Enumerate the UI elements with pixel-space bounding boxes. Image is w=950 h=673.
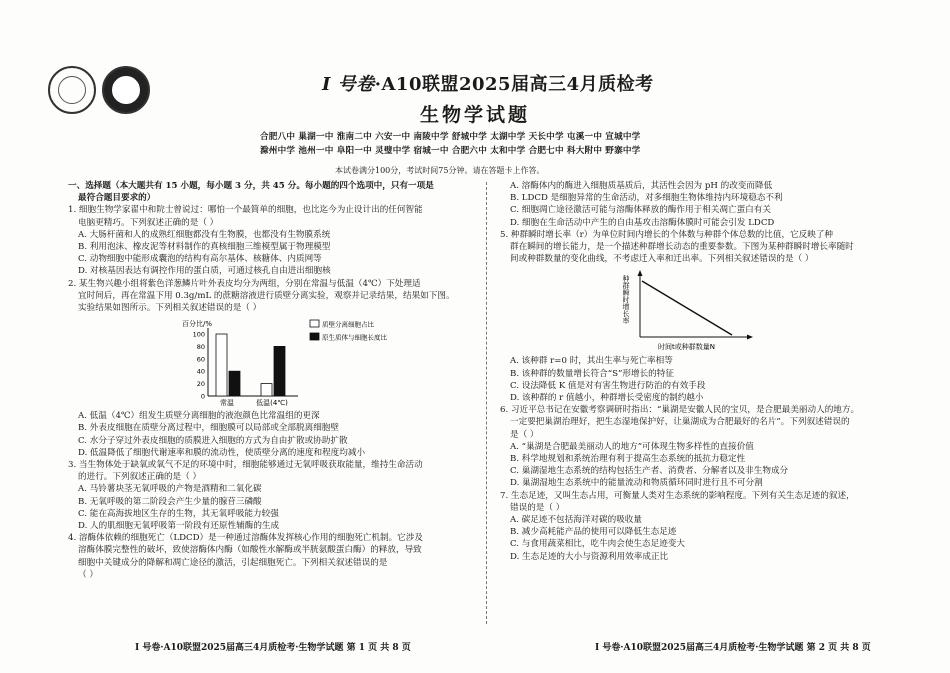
question-text: 溶酶体膜完整性的破坏，致使溶酶体内酶（如酸性水解酶或半胱氨酸蛋白酶）的释放，导致 xyxy=(78,545,422,556)
x-axis-arrow-icon xyxy=(747,335,753,340)
question-text: 间或种群数量的变化曲线，不考虑迁入率和迁出率。下列相关叙述错误的是（ ） xyxy=(510,254,814,265)
option-c: C. 水分子穿过外表皮细胞的质膜进入细胞的方式为自由扩散或协助扩散 xyxy=(78,435,348,446)
question-text: 的进行。下列叙述正确的是（ ） xyxy=(78,472,202,483)
school-seal-icon xyxy=(48,66,96,114)
y-axis-arrow-icon xyxy=(638,270,643,276)
question-text: 2. 某生物兴趣小组将紫色洋葱鳞片叶外表皮均分为两组，分别在常温与低温（4℃）下处理适 xyxy=(68,278,421,289)
exam-note: 本试卷满分100分，考试时间75分钟。请在答题卡上作答。 xyxy=(335,166,545,175)
option-b: B. LDCD 是细胞异常的生命活动，对多细胞生物体维持内环境稳态不利 xyxy=(510,193,783,204)
section-heading: 一、选择题（本大题共有 15 小题，每小题 3 分，共 45 分。每小题的四个选项中，只有一项是 xyxy=(68,181,434,191)
option-d: D. 巢湖湿地生态系统中的能量流动和物质循环同时进行且不可分割 xyxy=(510,478,763,489)
y-tick-label: 20 xyxy=(196,380,205,389)
question-text: 3. 当生物体处于缺氧或氧气不足的环境中时，细胞能够通过无氧呼吸获取能量，维持生命活动 xyxy=(68,460,423,471)
exam-title-text: ·A10联盟2025届高三4月质检考 xyxy=(374,74,654,95)
question-7 xyxy=(500,490,905,563)
page-footer-left: I 号卷·A10联盟2025届高三4月质检考·生物学试题 第 1 页 共 8 页 xyxy=(135,643,411,653)
y-tick-label: 60 xyxy=(196,355,205,364)
option-d: D. 低温降低了细胞代谢速率和膜的流动性，使质壁分离的速度和程度均减小 xyxy=(78,447,366,458)
option-d: D. 细胞在生命活动中产生的自由基攻击溶酶体膜时可能会引发 LDCD xyxy=(510,217,775,228)
question-text: 7. 生态足迹，又叫生态占用，可衡量人类对生态系统的影响程度。下列有关生态足迹的叙述， xyxy=(500,490,855,501)
left-column xyxy=(68,180,473,581)
exam-title xyxy=(322,70,654,96)
option-a: A. 碳足迹不包括海洋对碳的吸收量 xyxy=(510,515,642,526)
legend-swatch xyxy=(310,320,319,327)
question-1 xyxy=(68,204,473,277)
y-tick-label: 100 xyxy=(192,330,205,339)
question-5 xyxy=(500,229,905,404)
question-4 xyxy=(68,532,473,581)
x-axis-label: 时间t或种群数量N xyxy=(658,343,715,352)
option-a: A. 大肠杆菌和人的成熟红细胞都没有生物膜，也都没有生物膜系统 xyxy=(78,229,331,240)
option-b: B. 科学地规划和系统治理有利于提高生态系统的抵抗力稳定性 xyxy=(510,454,746,465)
school-list-row-2: 滁州中学 池州一中 阜阳一中 灵璧中学 宿城一中 合肥六中 太和中学 合肥七中 科大附中 野寨中学 xyxy=(260,146,641,156)
option-c: C. 能在高海拔地区生存的生物，其无氧呼吸能力较强 xyxy=(78,508,279,519)
question-text: （ ） xyxy=(78,569,98,580)
y-axis-label: 百分比/% xyxy=(182,320,213,329)
question-text: 1. 细胞生物学家翟中和院士曾说过：哪怕一个最简单的细胞，也比迄今为止设计出的任何智能 xyxy=(68,205,423,216)
option-c: C. 设法降低 K 值是对有害生物进行防治的有效手段 xyxy=(510,380,706,391)
option-b: B. 无氧呼吸的第二阶段会产生少量的腺苷三磷酸 xyxy=(78,496,262,507)
option-c: C. 与食用蔬菜相比，吃牛肉会使生态足迹变大 xyxy=(510,539,686,550)
question-3 xyxy=(68,459,473,532)
y-axis-label: 种群瞬时增长率 xyxy=(622,275,630,325)
brand-mark: I 号卷 xyxy=(322,74,375,95)
legend-label: 原生质体与细胞长度比 xyxy=(322,333,387,342)
question-text: 5. 种群瞬时增长率（r）为单位时间内增长的个体数与种群个体总数的比值，它反映了种 xyxy=(500,229,834,240)
option-c: C. 动物细胞中能形成囊泡的结构有高尔基体、核糖体、内质网等 xyxy=(78,254,322,265)
option-d: D. 人的肌细胞无氧呼吸第一阶段有还原性辅酶的生成 xyxy=(78,521,280,532)
question-text: 是（ ） xyxy=(510,429,539,440)
option-d: D. 该种群的 r 值越小，种群增长受密度的制约越小 xyxy=(510,393,704,404)
question-2 xyxy=(68,278,473,459)
option-a: A. 该种群 r=0 时，其出生率与死亡率相等 xyxy=(510,356,673,367)
section-heading-cont: 最符合题目要求的） xyxy=(78,193,156,204)
x-tick-label: 常温 xyxy=(220,399,234,408)
seal-inner-ring xyxy=(112,76,140,104)
question-text: 电脑更精巧。下列叙述正确的是（ ） xyxy=(78,217,219,228)
option-b: B. 利用泡沫、橡皮泥等材料制作的真核细胞三维模型属于物理模型 xyxy=(78,242,331,253)
question-text: 群在瞬间的增长能力，是一个描述种群增长动态的重要参数。下图为某种群瞬时增长率随时 xyxy=(510,242,854,253)
option-c: C. 细胞凋亡途径激活可能与溶酶体释放的酶作用于相关凋亡蛋白有关 xyxy=(510,205,771,216)
bar-plasmolysis-ratio xyxy=(261,384,272,396)
bar-protoplast-ratio xyxy=(274,347,285,397)
bar-chart xyxy=(68,316,387,408)
bar-plasmolysis-ratio xyxy=(216,334,227,396)
question-text: 6. 习近平总书记在安徽考察调研时指出：“巢湖是安徽人民的宝贝，是合肥最美丽动人的地方。 xyxy=(500,405,860,416)
question-text: 实验结果如图所示。下列相关叙述错误的是（ ） xyxy=(78,303,262,314)
legend-swatch xyxy=(310,333,319,340)
option-b: B. 外表皮细胞在质壁分离过程中，细胞膜可以局部或全部脱离细胞壁 xyxy=(78,423,339,434)
x-tick-label: 低温(4℃) xyxy=(256,399,288,408)
option-d: D. 对核基因表达有调控作用的蛋白质，可通过核孔自由进出细胞核 xyxy=(78,266,331,277)
option-b: B. 该种群的数量增长符合“S”形增长的特征 xyxy=(510,368,674,379)
right-column xyxy=(500,180,905,563)
bar-chart-container xyxy=(68,316,473,408)
question-text: 一定要把巢湖治理好，把生态湿地保护好，让巢湖成为合肥最好的名片”。下列叙述错误的 xyxy=(510,417,850,428)
legend-label: 质壁分离细胞占比 xyxy=(322,320,374,329)
bar-protoplast-ratio xyxy=(229,371,240,396)
option-d: D. 生态足迹的大小与资源利用效率成正比 xyxy=(510,551,669,562)
growth-rate-graph xyxy=(500,267,760,353)
growth-rate-graph-container xyxy=(500,267,905,353)
question-text: 4. 溶酶体依赖的细胞死亡（LDCD）是一种通过溶酶体发挥核心作用的细胞死亡机制。它涉及 xyxy=(68,533,423,544)
option-b: B. 减少高耗能产品的使用可以降低生态足迹 xyxy=(510,527,677,538)
option-a: A. “巢湖是合肥最美丽动人的地方”可体现生物多样性的直接价值 xyxy=(510,441,754,452)
y-tick-label: 0 xyxy=(200,392,205,401)
y-tick-label: 40 xyxy=(196,367,205,376)
column-divider xyxy=(486,182,487,624)
y-tick-label: 80 xyxy=(196,343,205,352)
education-seal-icon xyxy=(102,66,150,114)
option-a: A. 溶酶体内的酶进入细胞质基质后，其活性会因为 pH 的改变而降低 xyxy=(510,181,773,191)
question-6 xyxy=(500,404,905,489)
question-text: 错误的是（ ） xyxy=(510,502,565,513)
subject-title: 生物学试题 xyxy=(420,104,531,126)
option-c: C. 巢湖湿地生态系统的结构包括生产者、消费者、分解者以及非生物成分 xyxy=(510,466,789,477)
option-a: A. 低温（4℃）组发生质壁分离细胞的液泡颜色比常温组的更深 xyxy=(78,411,320,422)
growth-rate-line xyxy=(642,281,732,335)
option-a: A. 马铃薯块茎无氧呼吸的产物是酒精和二氧化碳 xyxy=(78,484,262,495)
school-list-row-1: 合肥八中 巢湖一中 淮南二中 六安一中 南陵中学 舒城中学 太湖中学 天长中学 屯溪一中 宣城中学 xyxy=(260,132,641,142)
page-footer-right: I 号卷·A10联盟2025届高三4月质检考·生物学试题 第 2 页 共 8 页 xyxy=(595,643,871,653)
question-text: 宜时间后，再在常温下用 0.3g/mL 的蔗糖溶液进行质壁分离实验，观察并记录结果，结果如下图。 xyxy=(78,290,455,301)
seal-inner-ring xyxy=(58,76,86,104)
question-text: 细胞中关键成分的降解和凋亡途径的激活，引起细胞死亡。下列相关叙述错误的是 xyxy=(78,557,388,568)
